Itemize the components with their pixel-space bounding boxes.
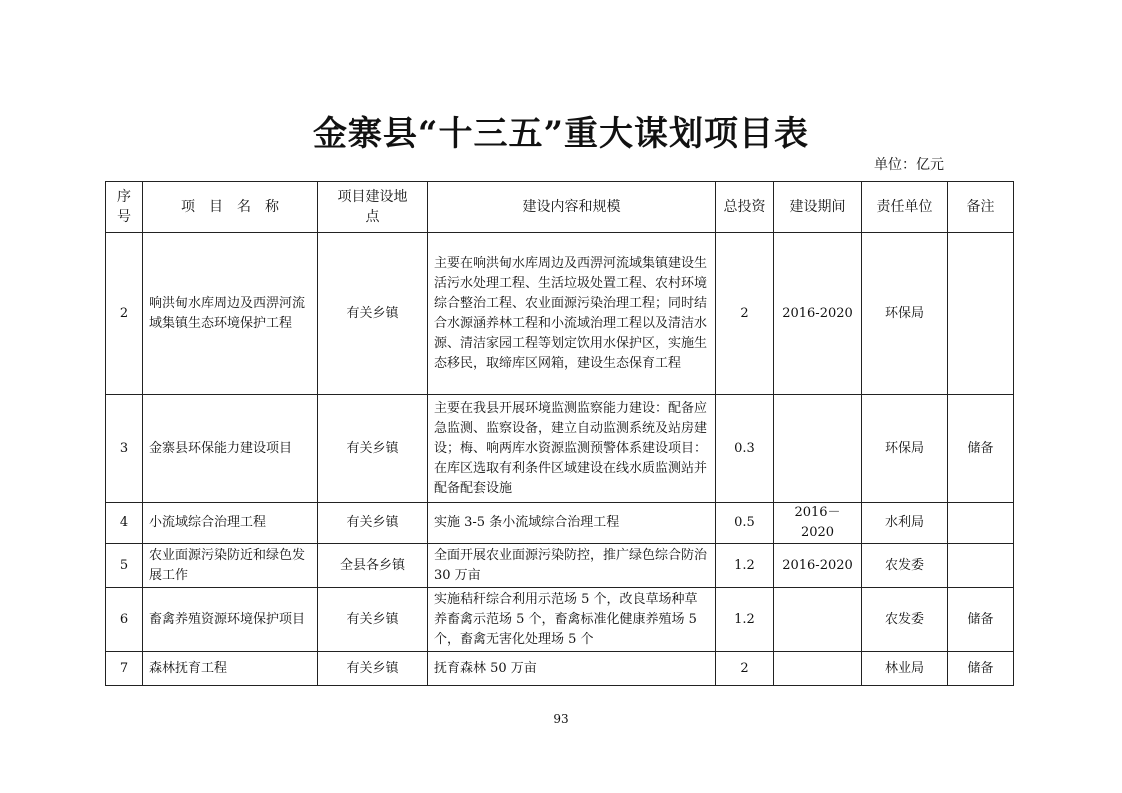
- cell-dept: 林业局: [862, 652, 948, 686]
- cell-seq: 7: [106, 652, 143, 686]
- cell-content: 主要在我县开展环境监测监察能力建设：配备应急监测、监察设备，建立自动监测系统及站房建设；梅、响两库水资源监测预警体系建设项目：在库区选取有利条件区域建设在线水质监测站并配备配套设施: [428, 395, 716, 503]
- cell-note: 储备: [948, 395, 1014, 503]
- table-row: [106, 544, 1014, 588]
- cell-note: [948, 503, 1014, 544]
- cell-content: 主要在响洪甸水库周边及西淠河流域集镇建设生活污水处理工程、生活垃圾处置工程、农村环境综合整治工程、农业面源污染治理工程；同时结合水源涵养林工程和小流域治理工程以及清洁水源、清洁家园工程等划定饮用水保护区，实施生态移民，取缔库区网箱，建设生态保育工程: [428, 233, 716, 395]
- cell-period: [774, 588, 862, 652]
- cell-investment: 0.5: [716, 503, 774, 544]
- cell-location: 有关乡镇: [318, 652, 428, 686]
- table-row: [106, 395, 1014, 503]
- cell-investment: 1.2: [716, 544, 774, 588]
- cell-dept: 环保局: [862, 233, 948, 395]
- cell-seq: 5: [106, 544, 143, 588]
- table-row: [106, 652, 1014, 686]
- table-row: [106, 588, 1014, 652]
- cell-period: 2016-2020: [774, 544, 862, 588]
- cell-name: 农业面源污染防近和绿色发展工作: [143, 544, 318, 588]
- cell-content: 实施 3-5 条小流域综合治理工程: [428, 503, 716, 544]
- header-location: 项目建设地点: [318, 182, 428, 233]
- cell-name: 森林抚育工程: [143, 652, 318, 686]
- table-row: [106, 503, 1014, 544]
- cell-dept: 农发委: [862, 588, 948, 652]
- cell-period: 2016－2020: [774, 503, 862, 544]
- cell-seq: 4: [106, 503, 143, 544]
- cell-location: 有关乡镇: [318, 233, 428, 395]
- header-name: 项 目 名 称: [143, 182, 318, 233]
- table-header-row: [106, 182, 1014, 233]
- cell-seq: 3: [106, 395, 143, 503]
- cell-period: 2016-2020: [774, 233, 862, 395]
- cell-dept: 农发委: [862, 544, 948, 588]
- header-note: 备注: [948, 182, 1014, 233]
- cell-seq: 2: [106, 233, 143, 395]
- page-number: 93: [553, 712, 569, 726]
- cell-investment: 0.3: [716, 395, 774, 503]
- cell-name: 响洪甸水库周边及西淠河流域集镇生态环境保护工程: [143, 233, 318, 395]
- cell-note: 储备: [948, 652, 1014, 686]
- cell-content: 全面开展农业面源污染防控，推广绿色综合防治 30 万亩: [428, 544, 716, 588]
- unit-label: 单位：亿元: [874, 157, 944, 173]
- cell-dept: 环保局: [862, 395, 948, 503]
- cell-investment: 2: [716, 233, 774, 395]
- cell-period: [774, 395, 862, 503]
- table-row: [106, 233, 1014, 395]
- header-investment: 总投资: [716, 182, 774, 233]
- cell-dept: 水利局: [862, 503, 948, 544]
- header-content: 建设内容和规模: [428, 182, 716, 233]
- cell-name: 畜禽养殖资源环境保护项目: [143, 588, 318, 652]
- cell-name: 小流域综合治理工程: [143, 503, 318, 544]
- cell-note: 储备: [948, 588, 1014, 652]
- cell-location: 有关乡镇: [318, 395, 428, 503]
- cell-note: [948, 233, 1014, 395]
- cell-seq: 6: [106, 588, 143, 652]
- cell-note: [948, 544, 1014, 588]
- project-table: [105, 181, 1014, 686]
- cell-content: 抚育森林 50 万亩: [428, 652, 716, 686]
- cell-investment: 2: [716, 652, 774, 686]
- header-period: 建设期间: [774, 182, 862, 233]
- page-title: 金寨县“十三五”重大谋划项目表: [312, 114, 810, 154]
- cell-name: 金寨县环保能力建设项目: [143, 395, 318, 503]
- cell-location: 有关乡镇: [318, 588, 428, 652]
- cell-investment: 1.2: [716, 588, 774, 652]
- header-seq: 序号: [106, 182, 143, 233]
- header-dept: 责任单位: [862, 182, 948, 233]
- cell-period: [774, 652, 862, 686]
- cell-location: 有关乡镇: [318, 503, 428, 544]
- cell-location: 全县各乡镇: [318, 544, 428, 588]
- cell-content: 实施秸秆综合利用示范场 5 个，改良草场种草养畜禽示范场 5 个，畜禽标准化健康养殖场 5 个，畜禽无害化处理场 5 个: [428, 588, 716, 652]
